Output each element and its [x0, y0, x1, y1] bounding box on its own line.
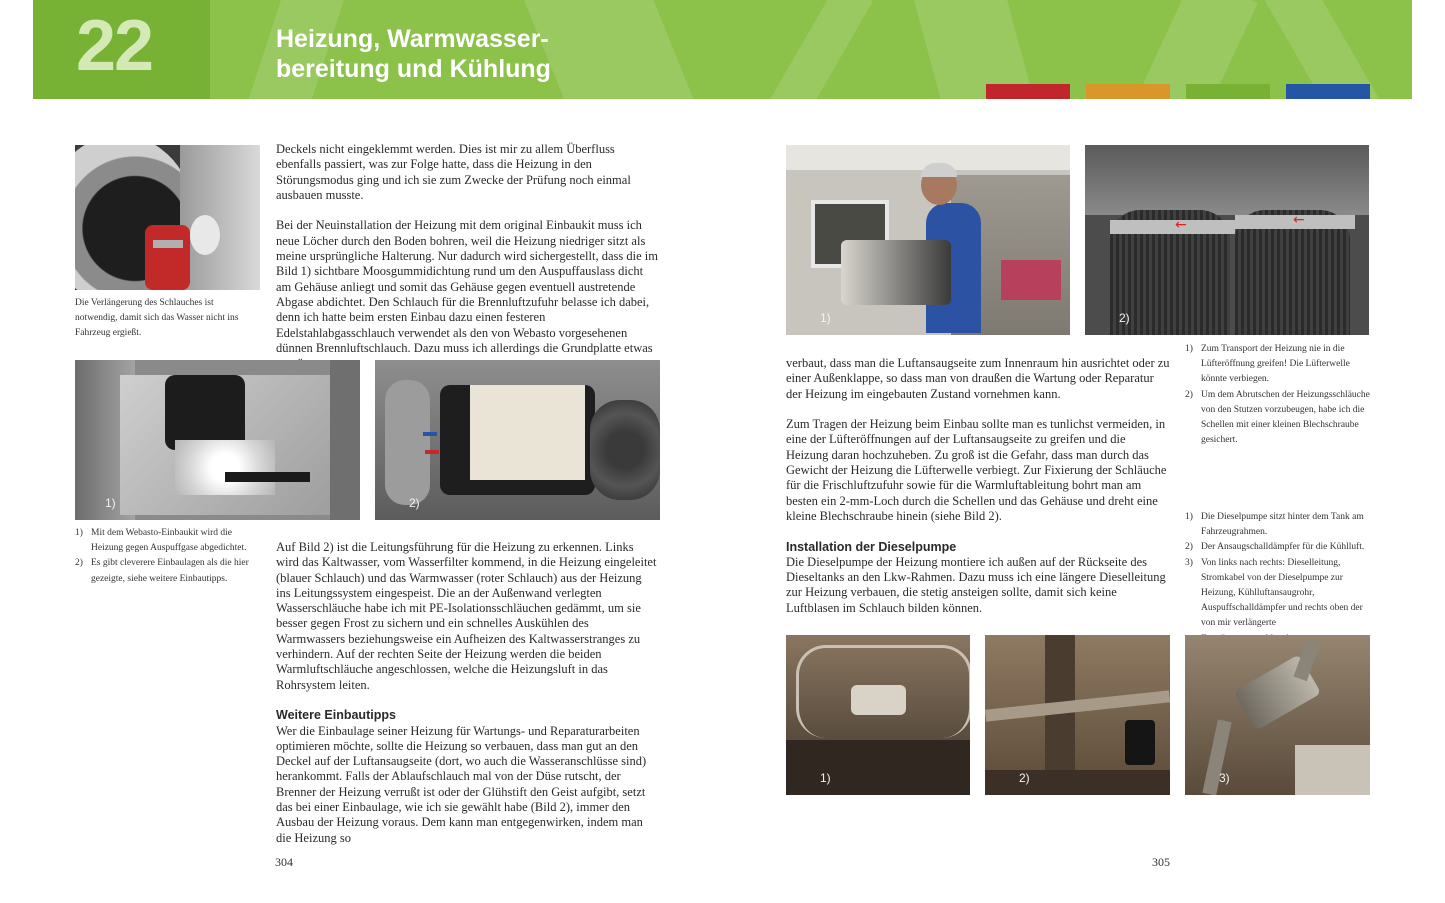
photo-webasto-mounting-plate — [75, 360, 360, 520]
chapter-title-line-1: Heizung, Warmwasser- — [276, 25, 549, 53]
paragraph: verbaut, dass man die Luftansaugseite zum Innenraum hin ausrichtet oder zu einer Außenklappe, so dass man von draußen die Wartung oder Reparatur der Heizung im eingebauten Zustand vornehmen kann. — [786, 356, 1170, 401]
photo-label: 2) — [1019, 771, 1030, 785]
caption-item: 1) Mit dem Webasto-Einbaukit wird die Heizung gegen Auspuffgase abgedichtet. — [75, 528, 247, 554]
photo-intake-silencer — [985, 635, 1170, 795]
left-photo-captions — [75, 526, 260, 587]
subheading-installation-dieselpumpe: Installation der Dieselpumpe — [786, 539, 957, 554]
paragraph: Zum Tragen der Heizung beim Einbau sollte man es tunlichst vermeiden, in eine der Lüfteröffnungen auf der Luftansaugseite zu greifen und die Heizung daran hochzuheben. Zu groß ist die Gefahr, dass man durch das Gewicht der Heizung die Lüfterwelle verbiegt. Zur Fixierung der Schläuche für die Frischluftzufuhr sowie für die Warmluftableitung bohrt man am besten ein 2-mm-Loch durch die Schellen und das Gehäuse und dreht eine kleine Blechschraube hinein (siehe Bild 2). — [786, 417, 1167, 523]
paragraph: Auf Bild 2) ist die Leitungsführung für die Heizung zu erkennen. Links wird das Kaltwasser, vom Wasserfilter kommend, in die Heizung eingeleitet (blauer Schlauch) und das Warmwasser (roter Schlauch) aus der Heizung ins Leitungssystem eingespeist. Die an der Außenwand verlegten Wasserschläuche habe ich mit PE-Isolationsschläuchen gedämmt, um sie besser gegen Frost zu sichern und ein schnelles Auskühlen des Warmwassers beziehungsweise ein Aufheizen des Kaltwasserstranges zu verhindern. Auf der rechten Seite der Heizung werden die beiden Warmluftschläuche angeschlossen, welche die Heizungsluft in das Rohrsystem leiten. — [276, 540, 657, 692]
page-number-left: 304 — [275, 855, 293, 869]
page-number-right: 305 — [1152, 855, 1170, 869]
accent-bar-green — [1186, 84, 1270, 99]
chapter-title-line-2: bereitung und Kühlung — [276, 55, 551, 83]
caption-item: 2) Der Ansaugschalldämpfer für die Kühlluft. — [1185, 542, 1365, 553]
caption-item: 3) Von links nach rechts: Dieselleitung, Stromkabel von der Dieselpumpe zur Heizung, Kühlluftansaugrohr, Auspuffschalldämpfer und rechts oben der von mir verlängerte — [1185, 557, 1363, 629]
right-bottom-captions — [1185, 510, 1370, 647]
caption-item: 1) Zum Transport der Heizung nie in die Lüfteröffnung greifen! Die Lüfterwelle könnte verbiegen. — [1185, 344, 1350, 385]
right-main-text — [786, 356, 1170, 631]
caption-item: 2) Um dem Abrutschen der Heizungsschläuche von den Stutzen vorzubeugen, habe ich die Schellen mit einer kleinen Blechschraube gesichert. — [1185, 389, 1370, 446]
accent-bar-red — [986, 84, 1070, 99]
photo-pipes-exhaust — [1185, 635, 1370, 795]
photo-label: 2) — [1119, 311, 1130, 325]
chapter-number: 22 — [76, 6, 153, 86]
photo-heater-plumbing — [375, 360, 660, 520]
photo-label: 3) — [1219, 771, 1230, 785]
photo-label: 1) — [105, 496, 116, 510]
paragraph: Die Dieselpumpe der Heizung montiere ich außen auf der Rückseite des Dieseltanks an den Lkw-Rahmen. Dazu muss ich eine längere Dieselleitung zur Heizung verbauen, die stetig ansteigen sollte, damit sich keine Luftblasen im Schlauch bilden können. — [786, 554, 1166, 615]
paragraph: Deckels nicht eingeklemmt werden. Dies ist mir zu allem Überfluss ebenfalls passiert, was zur Folge hatte, dass die Heizung in den Störungsmodus ging und ich sie zum Zwecke der Prüfung noch einmal ausbauen musste. — [276, 142, 631, 202]
photo-label: 1) — [820, 311, 831, 325]
accent-bar-orange — [1086, 84, 1170, 99]
paragraph: Wer die Einbaulage seiner Heizung für Wartungs- und Reparaturarbeiten optimieren möchte, sollte die Heizung so verbauen, dass man gut an den Deckel auf der Luftansaugseite (dort, wo auch die Wasseranschlüsse sind) herankommt. Falls der Ablaufschlauch mal von der Düse rutscht, der Brenner der Heizung verrußt ist oder der Glühstift den Geist aufgibt, setzt das bei einer Einbaulage, wie ich sie gewählt habe (Bild 2), immer den Ausbau der Heizung voraus. Dem kann man entgegenwirken, indem man die Heizung so — [276, 723, 647, 845]
photo-label: 1) — [820, 771, 831, 785]
photo-carrying-heater — [786, 145, 1070, 335]
paragraph: Bei der Neuinstallation der Heizung mit dem original Einbaukit muss ich neue Löcher durch den Boden bohren, weil die Heizung niedriger sitzt als meine ursprüngliche Halterung. Nur dadurch wird sichergestellt, dass die im Bild 1) sichtbare Moosgummidichtung rund um den Auspuffauslass dicht am Gehäuse anliegt und somit das Gehäuse gegen eventuell austretende Abgase abdichtet. Den Schlauch für die Brennluftzufuhr belasse ich dabei, denn ich hatte beim ersten Einbau dazu einen festeren Edelstahlabgasschlauch verwendet als den von Webasto vorgesehenen dünnen Brennluftschlauch. Dazu muss ich allerdings die Grundplatte etwas — [276, 218, 658, 355]
left-intro-text — [276, 142, 658, 387]
chapter-title — [276, 24, 636, 84]
photo-hose-extension — [75, 145, 260, 290]
subheading-weitere-einbautipps: Weitere Einbautipps — [276, 708, 396, 723]
right-top-captions — [1185, 342, 1370, 448]
accent-bar-blue — [1286, 84, 1370, 99]
photo-caption-hose: Die Verlängerung des Schlauches ist notwendig, damit sich das Wasser nicht ins Fahrzeug ergießt. — [75, 298, 239, 339]
caption-item: 1) Die Dieselpumpe sitzt hinter dem Tank am Fahrzeugrahmen. — [1185, 512, 1364, 538]
photo-diesel-pump — [786, 635, 970, 795]
photo-label: 2) — [409, 496, 420, 510]
caption-item: 2) Es gibt cleverere Einbaulagen als die hier gezeigte, siehe weitere Einbautipps. — [75, 558, 249, 584]
left-main-text — [276, 540, 658, 861]
photo-hose-clamps: ← ← 2) — [1085, 145, 1369, 335]
